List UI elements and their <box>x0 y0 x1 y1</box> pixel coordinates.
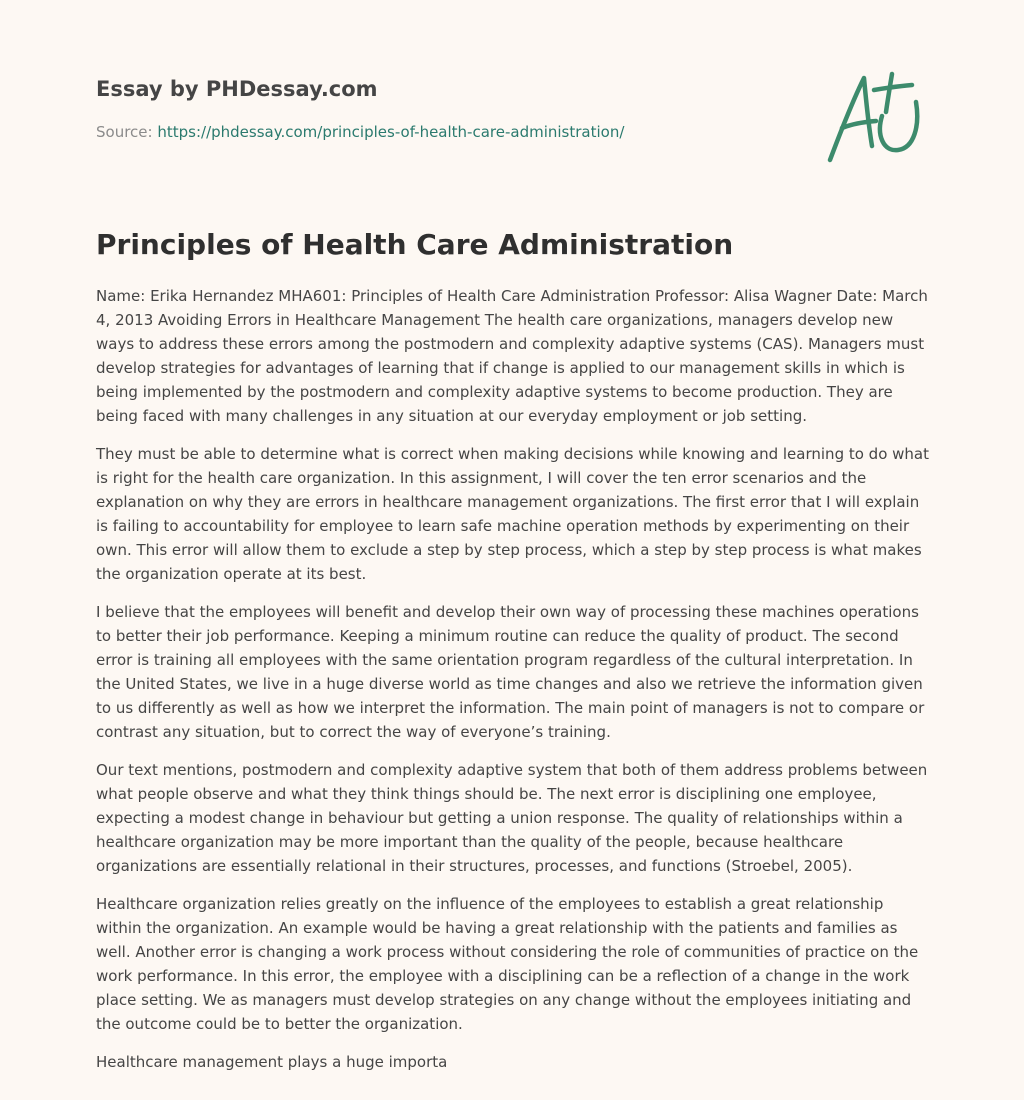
essay-paragraph: Name: Erika Hernandez MHA601: Principles of Health Care Administration Professor: Alisa Wagner Date: March 4, 2013 Avoiding Errors in Healthcare Management The health care organizations, managers develop new ways to address these errors among the postmodern and complexity adaptive systems (CAS). Managers must develop strategies for advantages of learning that if change is applied to our management skills in which is being implemented by the postmodern and complexity adaptive systems to become production. They are being faced with many challenges in any situation at our everyday employment or job setting. <box>96 287 928 425</box>
source-link[interactable]: https://phdessay.com/principles-of-health-care-administration/ <box>157 123 625 141</box>
essay-title: Principles of Health Care Administration <box>96 228 734 261</box>
essay-paragraph: They must be able to determine what is correct when making decisions while knowing and learning to do what is right for the health care organization. In this assignment, I will cover the ten error scenarios and the explanation on why they are errors in healthcare management organizations. The first error that I will explain is failing to accountability for employee to learn safe machine operation methods by experimenting on their own. This error will allow them to exclude a step by step process, which a step by step process is what makes the organization operate at its best. <box>96 445 929 583</box>
a-plus-grade-icon <box>820 66 930 166</box>
source-line <box>96 122 796 142</box>
source-label: Source: <box>96 123 153 141</box>
essay-body <box>96 284 930 1088</box>
essay-paragraph: Our text mentions, postmodern and complexity adaptive system that both of them address problems between what people observe and what they think things should be. The next error is disciplining one employee, expecting a modest change in behaviour but getting a union response. The quality of relationships within a healthcare organization may be more important than the quality of the people, because healthcare organizations are essentially relational in their structures, processes, and functions (Stroebel, 2005). <box>96 761 928 875</box>
essay-paragraph: I believe that the employees will benefit and develop their own way of processing these machines operations to better their job performance. Keeping a minimum routine can reduce the quality of product. The second error is training all employees with the same orientation program regardless of the cultural interpretation. In the United States, we live in a huge diverse world as time changes and also we retrieve the information given to us differently as well as how we interpret the information. The main point of managers is not to compare or contrast any situation, but to correct the way of everyone’s training. <box>96 603 925 741</box>
site-title: Essay by PHDessay.com <box>96 77 378 101</box>
essay-paragraph: Healthcare management plays a huge importa <box>96 1053 448 1071</box>
essay-paragraph: Healthcare organization relies greatly on the influence of the employees to establish a great relationship within the organization. An example would be having a great relationship with the patients and families as well. Another error is changing a work process without considering the role of communities of practice on the work performance. In this error, the employee with a disciplining can be a reflection of a change in the work place setting. We as managers must develop strategies on any change without the employees initiating and the outcome could be to better the organization. <box>96 895 919 1033</box>
site-header <box>96 74 796 142</box>
